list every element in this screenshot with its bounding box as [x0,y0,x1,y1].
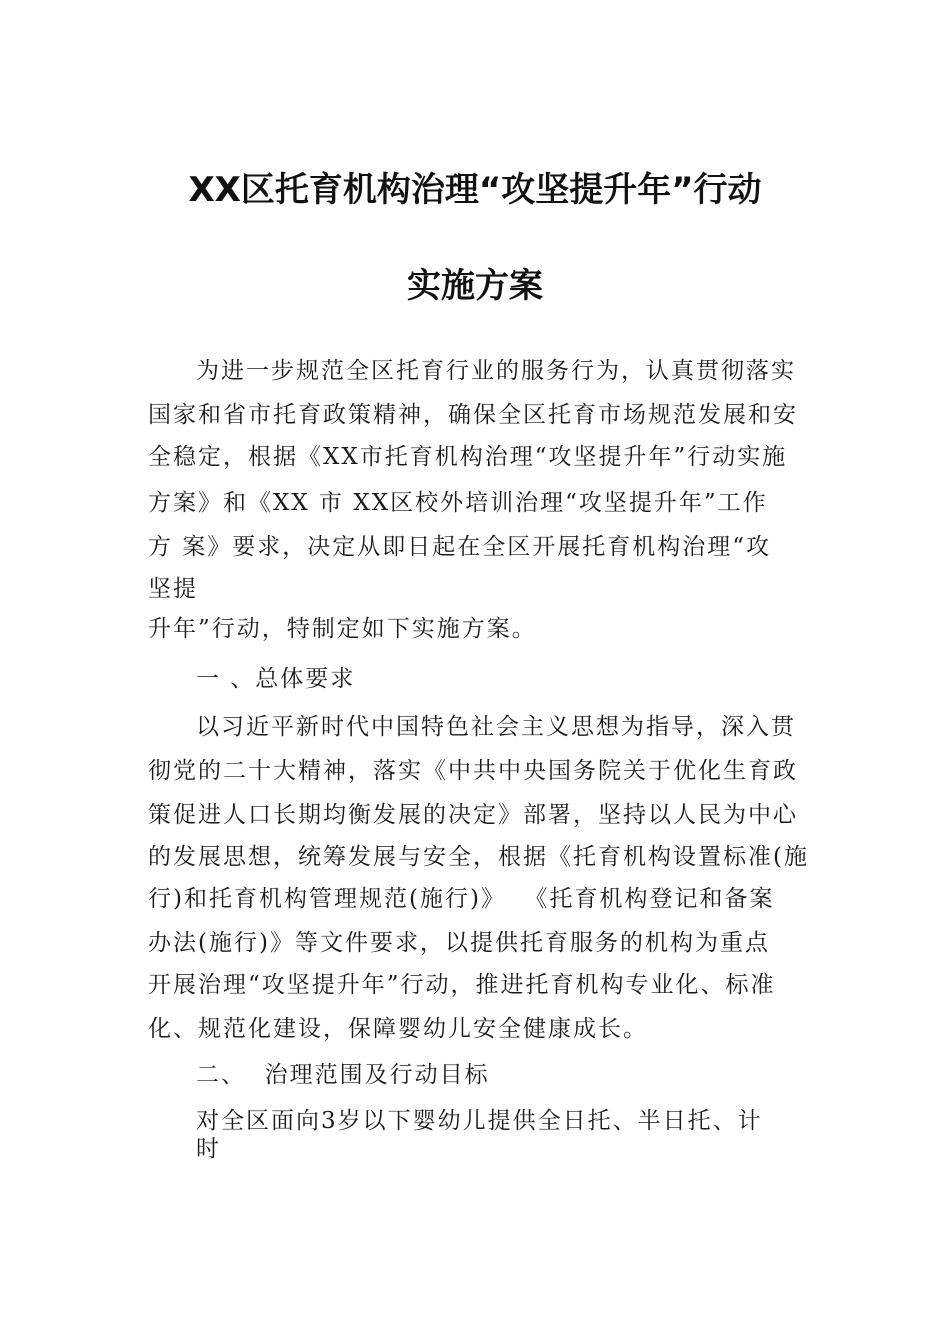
document-title-line-1: XX区托育机构治理“攻坚提升年”行动 [188,170,762,210]
body-line: 开展治理“攻坚提升年”行动，推进托育机构专业化、标准 [148,972,776,998]
body-line: 办法(施行)》等文件要求，以提供托育服务的机构为重点 [148,930,770,956]
body-line: 坚提 [148,576,198,602]
body-line: 的发展思想，统筹发展与安全，根据《托育机构设置标准(施 [148,844,809,870]
body-line: 国家和省市托育政策精神，确保全区托育市场规范发展和安 [148,402,798,428]
body-line: 策促进人口长期均衡发展的决定》部署，坚持以人民为中心 [148,802,798,828]
section-heading: 一 、总体要求 [196,666,356,692]
body-line: 方 案》要求，决定从即日起在全区开展托育机构治理“攻 [148,534,772,560]
document-title-line-2: 实施方案 [407,266,543,306]
body-line: 化、规范化建设，保障婴幼儿安全健康成长。 [148,1016,648,1042]
body-line: 行)和托育机构管理规范(施行)》 《托育机构登记和备案 [148,886,775,912]
body-line: 以习近平新时代中国特色社会主义思想为指导，深入贯 [196,714,796,740]
section-heading: 二、 治理范围及行动目标 [196,1062,490,1088]
body-line: 方案》和《XX 市 XX区校外培训治理“攻坚提升年”工作 [148,490,768,516]
body-line: 升年”行动，特制定如下实施方案。 [148,616,537,642]
body-line: 时 [196,1136,221,1162]
body-line: 对全区面向3岁以下婴幼儿提供全日托、半日托、计 [196,1108,763,1134]
body-line: 为进一步规范全区托育行业的服务行为，认真贯彻落实 [196,358,796,384]
body-line: 全稳定，根据《XX市托育机构治理“攻坚提升年”行动实施 [148,444,788,470]
body-line: 彻党的二十大精神，落实《中共中央国务院关于优化生育政 [148,758,798,784]
